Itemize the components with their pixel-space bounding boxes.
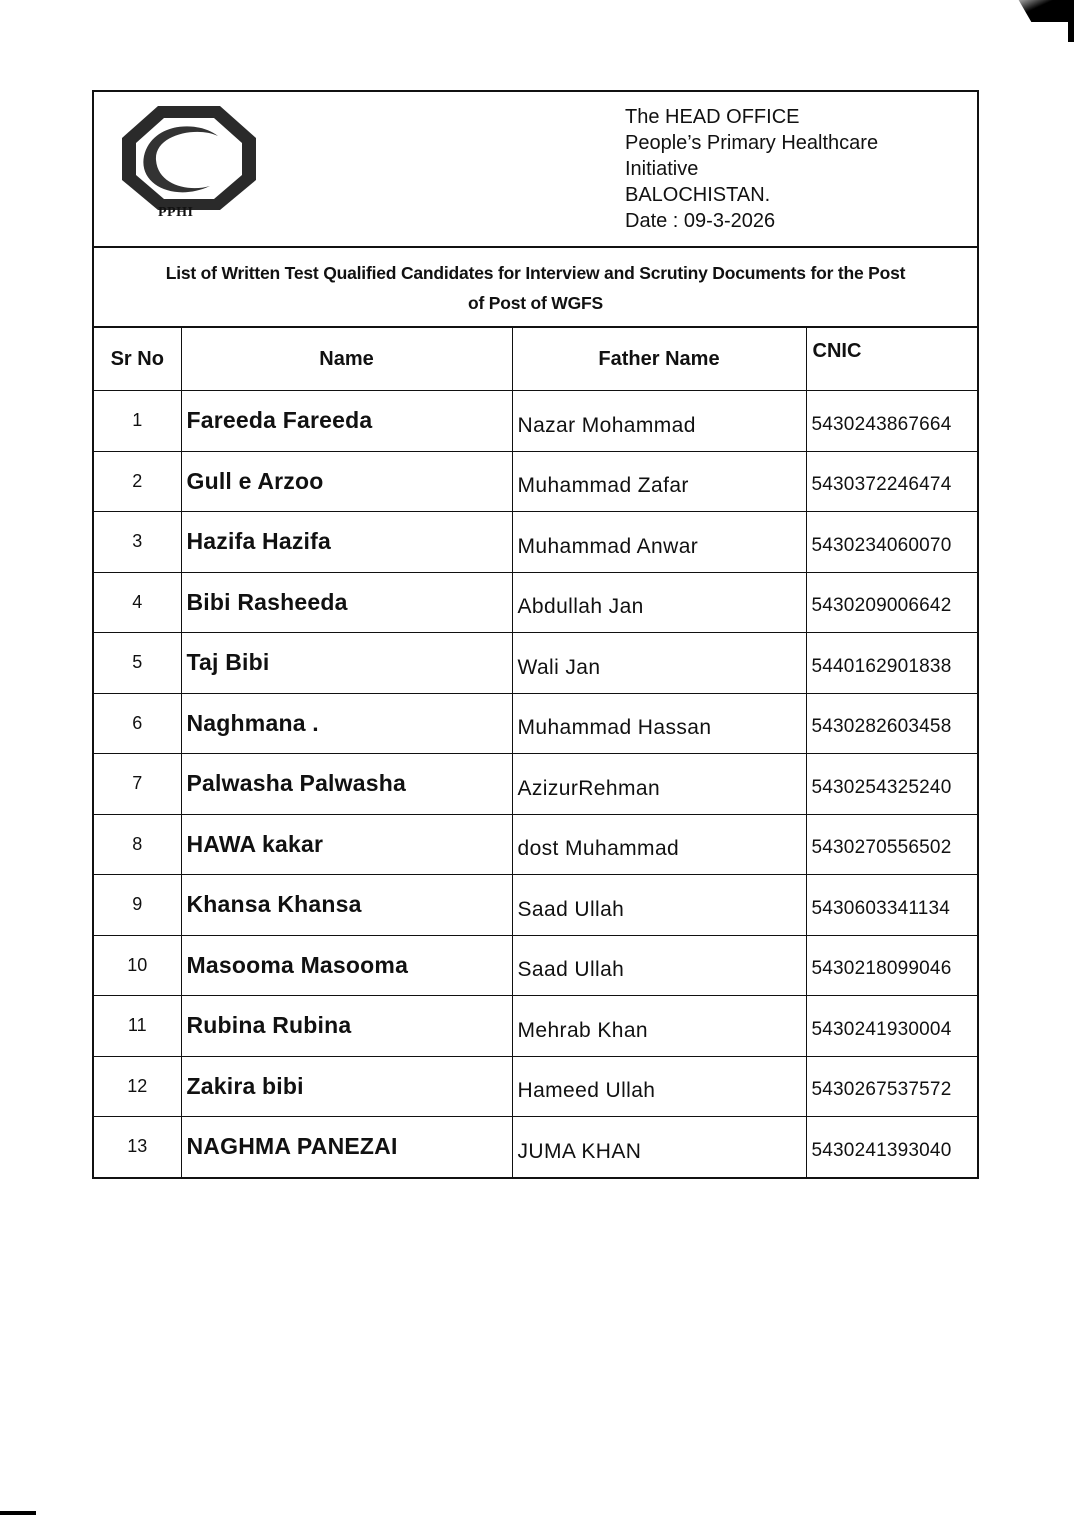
- scan-edge-artifact: [0, 1511, 36, 1515]
- cell-name: Hazifa Hazifa: [181, 512, 512, 573]
- table-row: [94, 693, 979, 754]
- cell-father: JUMA KHAN: [512, 1117, 806, 1177]
- cell-sr: 4: [94, 572, 181, 633]
- cell-name: Rubina Rubina: [181, 996, 512, 1057]
- logo-caption: PPHI: [158, 205, 194, 220]
- table-row: [94, 451, 979, 512]
- cell-name: NAGHMA PANEZAI: [181, 1117, 512, 1177]
- cell-sr: 5: [94, 633, 181, 694]
- cell-name: Bibi Rasheeda: [181, 572, 512, 633]
- cell-sr: 8: [94, 814, 181, 875]
- cell-sr: 6: [94, 693, 181, 754]
- column-header-cnic: CNIC: [806, 328, 979, 391]
- cell-father: Muhammad Anwar: [512, 512, 806, 573]
- table-row: [94, 572, 979, 633]
- cell-cnic: 5430267537572: [806, 1056, 979, 1117]
- office-line: The HEAD OFFICE: [625, 106, 800, 128]
- table-row: [94, 1117, 979, 1177]
- cell-father: Saad Ullah: [512, 875, 806, 936]
- cell-cnic: 5430218099046: [806, 935, 979, 996]
- cell-cnic: 5430270556502: [806, 814, 979, 875]
- document-date: Date : 09-3-2026: [625, 210, 776, 232]
- table-row: [94, 1056, 979, 1117]
- document-sheet: [92, 90, 979, 1179]
- cell-name: Masooma Masooma: [181, 935, 512, 996]
- cell-name: Fareeda Fareeda: [181, 391, 512, 452]
- cell-father: Hameed Ullah: [512, 1056, 806, 1117]
- cell-sr: 2: [94, 451, 181, 512]
- cell-father: Saad Ullah: [512, 935, 806, 996]
- cell-name: HAWA kakar: [181, 814, 512, 875]
- cell-cnic: 5440162901838: [806, 633, 979, 694]
- column-header-name: Name: [181, 328, 512, 391]
- cell-sr: 1: [94, 391, 181, 452]
- document-title: [94, 248, 977, 328]
- cell-name: Zakira bibi: [181, 1056, 512, 1117]
- column-header-sr: Sr No: [94, 328, 181, 391]
- cell-name: Palwasha Palwasha: [181, 754, 512, 815]
- table-row: [94, 996, 979, 1057]
- cell-cnic: 5430234060070: [806, 512, 979, 573]
- cell-cnic: 5430241393040: [806, 1117, 979, 1177]
- cell-cnic: 5430209006642: [806, 572, 979, 633]
- cell-father: AzizurRehman: [512, 754, 806, 815]
- cell-sr: 7: [94, 754, 181, 815]
- cell-father: Nazar Mohammad: [512, 391, 806, 452]
- table-row: [94, 512, 979, 573]
- office-line: Initiative: [625, 158, 699, 180]
- cell-name: Khansa Khansa: [181, 875, 512, 936]
- table-header-row: [94, 328, 979, 391]
- cell-father: Wali Jan: [512, 633, 806, 694]
- cell-father: Muhammad Zafar: [512, 451, 806, 512]
- title-line: List of Written Test Qualified Candidates for Interview and Scrutiny Documents for the Post: [165, 263, 906, 283]
- letterhead: [94, 92, 977, 248]
- cell-father: Mehrab Khan: [512, 996, 806, 1057]
- cell-cnic: 5430243867664: [806, 391, 979, 452]
- table-row: [94, 875, 979, 936]
- cell-sr: 11: [94, 996, 181, 1057]
- office-address: [625, 104, 878, 234]
- table-row: [94, 814, 979, 875]
- candidates-table: [94, 328, 979, 1177]
- cell-sr: 13: [94, 1117, 181, 1177]
- title-line: of Post of WGFS: [467, 293, 604, 313]
- cell-sr: 3: [94, 512, 181, 573]
- cell-cnic: 5430254325240: [806, 754, 979, 815]
- cell-father: dost Muhammad: [512, 814, 806, 875]
- table-row: [94, 633, 979, 694]
- cell-sr: 9: [94, 875, 181, 936]
- cell-cnic: 5430372246474: [806, 451, 979, 512]
- table-row: [94, 391, 979, 452]
- table-row: [94, 935, 979, 996]
- cell-cnic: 5430241930004: [806, 996, 979, 1057]
- column-header-father: Father Name: [512, 328, 806, 391]
- table-row: [94, 754, 979, 815]
- cell-name: Taj Bibi: [181, 633, 512, 694]
- cell-cnic: 5430282603458: [806, 693, 979, 754]
- cell-name: Naghmana .: [181, 693, 512, 754]
- cell-father: Muhammad Hassan: [512, 693, 806, 754]
- scan-edge-artifact: [1068, 20, 1074, 42]
- cell-cnic: 5430603341134: [806, 875, 979, 936]
- cell-sr: 12: [94, 1056, 181, 1117]
- scan-edge-artifact: [1004, 0, 1074, 28]
- cell-sr: 10: [94, 935, 181, 996]
- office-line: BALOCHISTAN.: [625, 184, 771, 206]
- cell-name: Gull e Arzoo: [181, 451, 512, 512]
- office-line: People’s Primary Healthcare: [625, 132, 879, 154]
- cell-father: Abdullah Jan: [512, 572, 806, 633]
